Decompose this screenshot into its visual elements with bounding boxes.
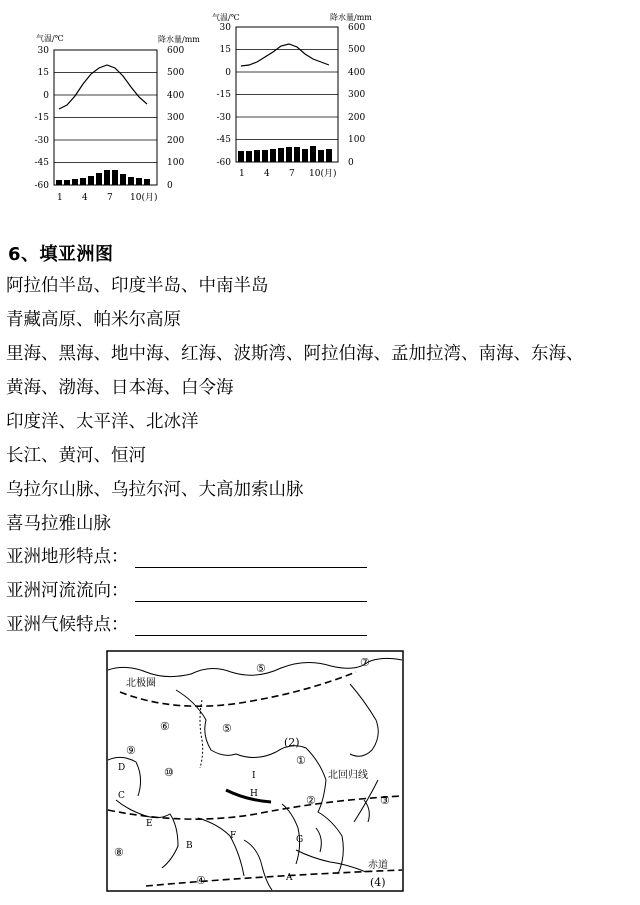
temp-tick: -30 — [34, 136, 49, 146]
tropic-of-cancer-label: 北回归线 — [328, 770, 368, 781]
temp-tick: 30 — [219, 23, 231, 33]
answer-blank-terrain[interactable] — [135, 548, 367, 568]
section-heading: 6、填亚洲图 — [8, 244, 114, 265]
precip-axis-label: 降水量/mm — [158, 35, 200, 44]
climate-chart-1 — [30, 30, 220, 210]
precip-tick: 100 — [167, 158, 185, 168]
month-tick: 7 — [289, 169, 295, 179]
question-climate-label: 亚洲气候特点： — [6, 615, 129, 635]
precip-tick: 100 — [348, 135, 366, 145]
precip-tick: 200 — [167, 136, 185, 146]
precipitation-bars — [238, 146, 332, 162]
marker-2: ② — [306, 794, 316, 807]
precip-tick: 300 — [348, 90, 366, 100]
letter-f: F — [230, 831, 237, 841]
item-line-rivers: 长江、黄河、恒河 — [6, 446, 146, 466]
marker-5: ⑤ — [256, 662, 266, 675]
precip-tick: 200 — [348, 113, 366, 123]
marker-4: ④ — [196, 874, 206, 887]
item-line-seas-continued: 黄海、渤海、日本海、白令海 — [6, 378, 234, 398]
month-tick: 10(月) — [130, 193, 158, 203]
letter-a: A — [286, 873, 293, 883]
temp-axis-label: 气温/℃ — [212, 13, 240, 22]
marker-8: ⑧ — [114, 846, 124, 859]
temp-tick: 30 — [37, 46, 49, 56]
marker-6: ⑥ — [160, 720, 170, 733]
letter-c: C — [118, 791, 125, 801]
precip-tick: 500 — [167, 68, 185, 78]
question-terrain — [6, 546, 367, 568]
temp-tick: -60 — [34, 181, 49, 191]
temp-tick: 15 — [37, 68, 49, 78]
marker-1: ① — [296, 754, 306, 767]
marker-5-inland: ⑤ — [222, 722, 232, 735]
climate-chart-2 — [210, 10, 400, 185]
temp-tick: -45 — [34, 158, 49, 168]
item-line-peninsulas: 阿拉伯半岛、印度半岛、中南半岛 — [6, 276, 269, 296]
letter-i: I — [252, 771, 256, 781]
precip-tick: 400 — [167, 91, 185, 101]
precip-tick: 500 — [348, 45, 366, 55]
letter-h: H — [250, 789, 258, 799]
temp-tick: 15 — [219, 45, 231, 55]
precip-tick: 600 — [167, 46, 185, 56]
question-terrain-label: 亚洲地形特点： — [6, 547, 129, 567]
precip-tick: 600 — [348, 23, 366, 33]
month-tick: 4 — [82, 193, 88, 203]
marker-3: ③ — [380, 794, 390, 807]
month-tick: 10(月) — [309, 169, 337, 179]
temp-tick: 0 — [225, 68, 231, 78]
question-rivers-label: 亚洲河流流向： — [6, 581, 129, 601]
letter-b: B — [186, 841, 193, 851]
temp-axis-label: 气温/℃ — [36, 34, 64, 43]
letter-d: D — [118, 763, 126, 773]
item-line-plateaus: 青藏高原、帕米尔高原 — [6, 310, 181, 330]
month-tick: 4 — [264, 169, 270, 179]
item-line-seas: 里海、黑海、地中海、红海、波斯湾、阿拉伯海、孟加拉湾、南海、东海、 — [6, 344, 584, 364]
temperature-curve — [241, 44, 329, 66]
arctic-circle-label: 北极圈 — [126, 678, 156, 689]
temp-tick: -30 — [216, 113, 231, 123]
precip-tick: 0 — [348, 158, 354, 168]
question-climate — [6, 614, 367, 636]
precip-axis-label: 降水量/mm — [330, 13, 372, 22]
marker-10: ⑩ — [164, 766, 174, 779]
month-tick: 1 — [239, 169, 245, 179]
asia-outline-map — [106, 650, 404, 896]
question-rivers — [6, 580, 367, 602]
marker-4-small: (4) — [370, 876, 386, 889]
marker-9: ⑨ — [126, 744, 136, 757]
marker-7: ⑦ — [360, 656, 370, 669]
precip-tick: 400 — [348, 68, 366, 78]
temp-tick: -60 — [216, 158, 231, 168]
letter-g: G — [296, 835, 304, 845]
item-line-mountains: 乌拉尔山脉、乌拉尔河、大高加索山脉 — [6, 480, 304, 500]
letter-e: E — [146, 819, 153, 829]
precip-tick: 300 — [167, 113, 185, 123]
marker-2-small: (2) — [284, 736, 300, 749]
month-tick: 7 — [107, 193, 113, 203]
equator-label: 赤道 — [368, 860, 388, 871]
temp-tick: 0 — [43, 91, 49, 101]
precip-tick: 0 — [167, 181, 173, 191]
answer-blank-climate[interactable] — [135, 616, 367, 636]
answer-blank-rivers[interactable] — [135, 582, 367, 602]
precipitation-bars — [56, 170, 150, 185]
temp-tick: -15 — [216, 90, 231, 100]
month-tick: 1 — [57, 193, 63, 203]
temp-tick: -45 — [216, 135, 231, 145]
item-line-himalaya: 喜马拉雅山脉 — [6, 514, 111, 534]
temperature-curve — [59, 65, 147, 109]
item-line-oceans: 印度洋、太平洋、北冰洋 — [6, 412, 199, 432]
temp-tick: -15 — [34, 113, 49, 123]
